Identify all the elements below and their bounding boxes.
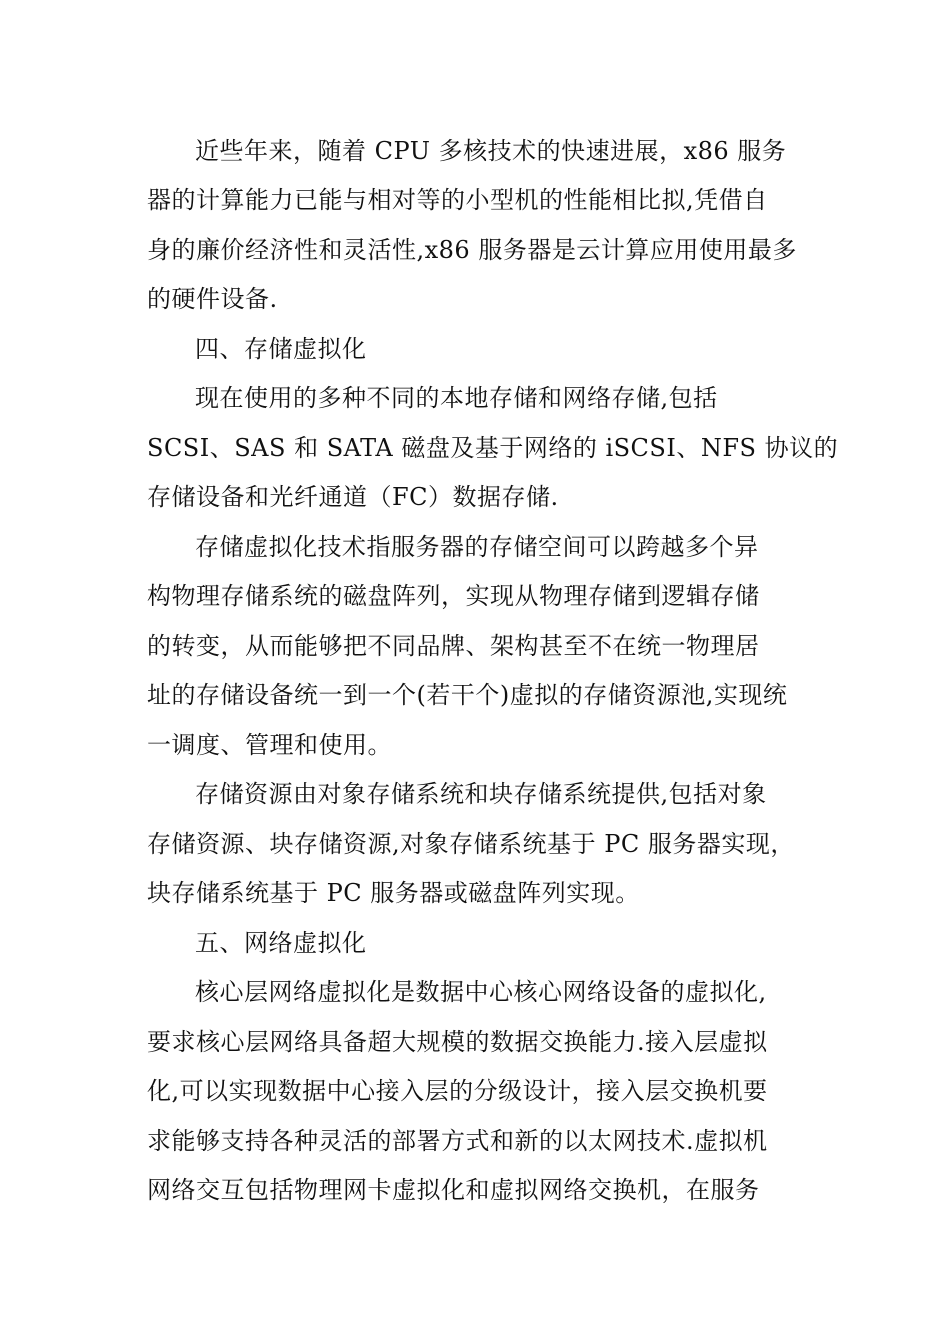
paragraph-line: 核心层网络虚拟化是数据中心核心网络设备的虚拟化, xyxy=(195,978,767,1006)
paragraph-line: 器的计算能力已能与相对等的小型机的性能相比拟,凭借自 xyxy=(147,186,768,214)
paragraph-line: 的转变，从而能够把不同品牌、架构甚至不在统一物理居 xyxy=(147,632,760,660)
paragraph-line: 近些年来，随着 CPU 多核技术的快速进展，x86 服务 xyxy=(195,137,787,165)
paragraph-line: 构物理存储系统的磁盘阵列，实现从物理存储到逻辑存储 xyxy=(147,582,760,610)
section-heading: 四、存储虚拟化 xyxy=(195,335,367,363)
paragraph-line: 求能够支持各种灵活的部署方式和新的以太网技术.虚拟机 xyxy=(147,1127,768,1155)
paragraph-line: 要求核心层网络具备超大规模的数据交换能力.接入层虚拟 xyxy=(147,1028,768,1056)
paragraph-line: 一调度、管理和使用。 xyxy=(147,731,392,759)
paragraph-line: 存储虚拟化技术指服务器的存储空间可以跨越多个异 xyxy=(195,533,759,561)
paragraph-line: 址的存储设备统一到一个(若干个)虚拟的存储资源池,实现统 xyxy=(147,681,788,709)
paragraph-line: 块存储系统基于 PC 服务器或磁盘阵列实现。 xyxy=(147,879,640,907)
paragraph-line: 网络交互包括物理网卡虚拟化和虚拟网络交换机，在服务 xyxy=(147,1176,760,1204)
paragraph-line: 现在使用的多种不同的本地存储和网络存储,包括 xyxy=(195,384,718,412)
paragraph-line: 身的廉价经济性和灵活性,x86 服务器是云计算应用使用最多 xyxy=(147,236,797,264)
paragraph-line: SCSI、SAS 和 SATA 磁盘及基于网络的 iSCSI、NFS 协议的 xyxy=(147,434,839,462)
paragraph-line: 化,可以实现数据中心接入层的分级设计，接入层交换机要 xyxy=(147,1077,768,1105)
paragraph-line: 存储设备和光纤通道（FC）数据存储. xyxy=(147,483,559,511)
paragraph-line: 的硬件设备. xyxy=(147,285,278,313)
paragraph-line: 存储资源由对象存储系统和块存储系统提供,包括对象 xyxy=(195,780,767,808)
paragraph-line: 存储资源、块存储资源,对象存储系统基于 PC 服务器实现， xyxy=(147,830,795,858)
section-heading: 五、网络虚拟化 xyxy=(195,929,367,957)
